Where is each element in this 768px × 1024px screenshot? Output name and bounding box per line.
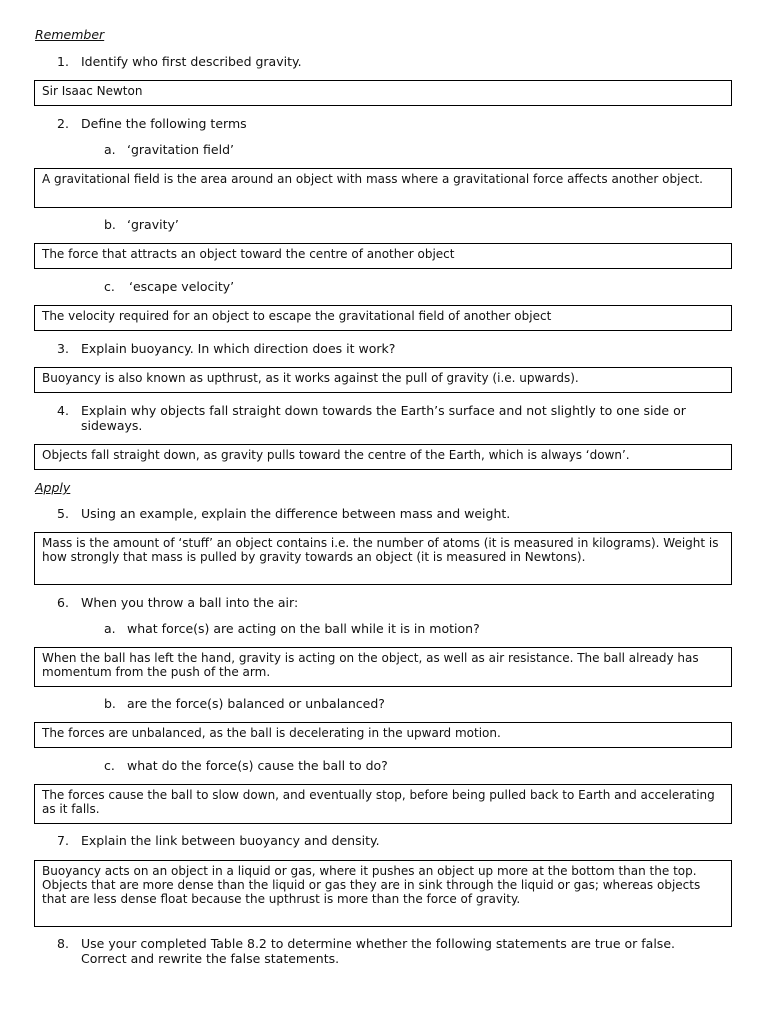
- question-2-text: Define the following terms: [81, 116, 247, 131]
- question-2c-label: c.: [104, 279, 115, 294]
- question-7-text: Explain the link between buoyancy and density.: [81, 833, 380, 848]
- question-6b-text: are the force(s) balanced or unbalanced?: [127, 696, 385, 711]
- question-8-number: 8.: [57, 936, 69, 951]
- answer-5-box[interactable]: Mass is the amount of ‘stuff’ an object contains i.e. the number of atoms (it is measured in kilograms). Weight is how strongly that mass is pulled by gravity towards an object (it is measured in Newtons).: [34, 532, 732, 585]
- question-6c-text: what do the force(s) cause the ball to do?: [127, 758, 388, 773]
- question-3-text: Explain buoyancy. In which direction does it work?: [81, 341, 396, 356]
- question-2b-label: b.: [104, 217, 116, 232]
- question-6c-label: c.: [104, 758, 115, 773]
- question-6a-text: what force(s) are acting on the ball while it is in motion?: [127, 621, 480, 636]
- answer-2a-box[interactable]: A gravitational field is the area around an object with mass where a gravitational force affects another object.: [34, 168, 732, 208]
- answer-3-box[interactable]: Buoyancy is also known as upthrust, as it works against the pull of gravity (i.e. upwards).: [34, 367, 732, 393]
- question-2c-text: ‘escape velocity’: [129, 279, 235, 294]
- question-6-text: When you throw a ball into the air:: [81, 595, 299, 610]
- question-6b-label: b.: [104, 696, 116, 711]
- question-2a-label: a.: [104, 142, 116, 157]
- answer-6c-box[interactable]: The forces cause the ball to slow down, and eventually stop, before being pulled back to Earth and accelerating as it falls.: [34, 784, 732, 824]
- question-4-number: 4.: [57, 403, 69, 418]
- question-2-number: 2.: [57, 116, 69, 131]
- section-heading-apply: Apply: [35, 480, 71, 495]
- question-2a-text: ‘gravitation field’: [127, 142, 235, 157]
- question-1-text: Identify who first described gravity.: [81, 54, 302, 69]
- answer-4-box[interactable]: Objects fall straight down, as gravity pulls toward the centre of the Earth, which is always ‘down’.: [34, 444, 732, 470]
- answer-2c-box[interactable]: The velocity required for an object to escape the gravitational field of another object: [34, 305, 732, 331]
- question-4-text: Explain why objects fall straight down towards the Earth’s surface and not slightly to one side or sideways.: [81, 403, 686, 433]
- answer-6b-box[interactable]: The forces are unbalanced, as the ball is decelerating in the upward motion.: [34, 722, 732, 748]
- section-heading-remember: Remember: [35, 27, 105, 42]
- question-6-number: 6.: [57, 595, 69, 610]
- answer-2b-box[interactable]: The force that attracts an object toward the centre of another object: [34, 243, 732, 269]
- question-5-number: 5.: [57, 506, 69, 521]
- question-2b-text: ‘gravity’: [127, 217, 179, 232]
- question-8-text: Use your completed Table 8.2 to determine whether the following statements are true or false. Correct and rewrite the false statements.: [81, 936, 675, 966]
- question-7-number: 7.: [57, 833, 69, 848]
- question-5-text: Using an example, explain the difference between mass and weight.: [81, 506, 511, 521]
- answer-7-box[interactable]: Buoyancy acts on an object in a liquid or gas, where it pushes an object up more at the bottom than the top. Objects that are more dense than the liquid or gas they are in sink through the liquid or gas; whereas objects that are less dense float because the upthrust is more than the force of gravity.: [34, 860, 732, 927]
- answer-1-box[interactable]: Sir Isaac Newton: [34, 80, 732, 106]
- answer-6a-box[interactable]: When the ball has left the hand, gravity is acting on the object, as well as air resistance. The ball already has momentum from the push of the arm.: [34, 647, 732, 687]
- question-1-number: 1.: [57, 54, 69, 69]
- question-3-number: 3.: [57, 341, 69, 356]
- question-6a-label: a.: [104, 621, 116, 636]
